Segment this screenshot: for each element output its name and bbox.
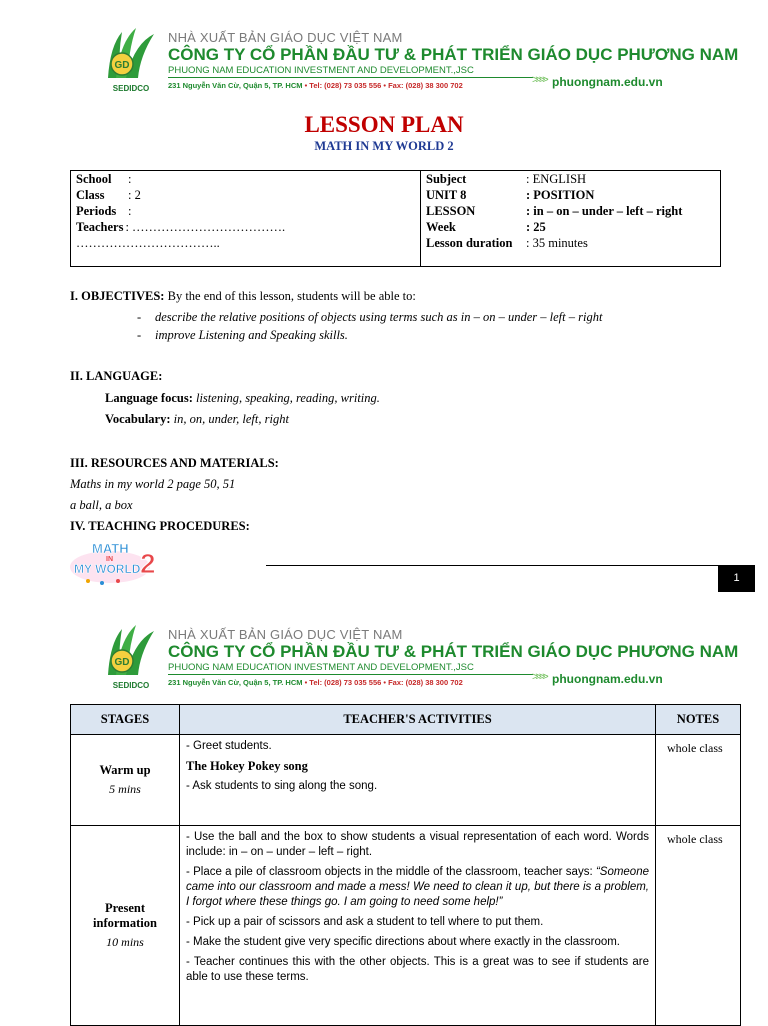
week-label: Week <box>426 220 456 234</box>
school-label: School <box>76 172 112 186</box>
svg-text:2: 2 <box>140 548 156 579</box>
objectives-intro: By the end of this lesson, students will be able to: <box>164 289 416 303</box>
objectives-heading: I. OBJECTIVES: <box>70 289 165 303</box>
activity-line: - Ask students to sing along the song. <box>186 780 378 792</box>
company-name-en: PHUONG NAM EDUCATION INVESTMENT AND DEVELOPMENT.,JSC <box>168 662 474 673</box>
teachers-label: Teachers <box>76 220 124 234</box>
duration-value: : 35 minutes <box>526 236 588 250</box>
logo-mark: GD <box>114 657 130 668</box>
song-title: The Hokey Pokey song <box>186 759 308 773</box>
class-label: Class <box>76 188 105 202</box>
company-name-en: PHUONG NAM EDUCATION INVESTMENT AND DEVELOPMENT.,JSC <box>168 65 474 76</box>
subject-label: Subject <box>426 172 467 186</box>
page-subtitle: MATH IN MY WORLD 2 <box>314 139 454 153</box>
stage-time: 5 mins <box>109 782 141 796</box>
header-divider <box>168 77 533 78</box>
activity-line: - Greet students. <box>186 740 272 752</box>
activity-line: - Place a pile of classroom objects in the middle of the classroom, teacher says: “Someone came into our classroom and made a mess! We need to clean it up, but there is a problem, I forgot where these things go. I am going to need some help!” <box>186 866 649 908</box>
activity-line: - Teacher continues this with the other objects. This is a great was to see if students are able to use these terms. <box>186 956 649 983</box>
vocabulary: Vocabulary: in, on, under, left, right <box>105 412 289 426</box>
activities-header: TEACHER'S ACTIVITIES <box>180 705 656 735</box>
header-divider <box>168 674 533 675</box>
publisher-name: NHÀ XUẤT BẢN GIÁO DỤC VIỆT NAM <box>168 627 403 642</box>
periods-label: Periods <box>76 204 117 218</box>
unit-value: : POSITION <box>526 188 595 202</box>
class-value: : 2 <box>128 188 141 202</box>
teachers-value: : ………………………………. <box>125 220 286 234</box>
svg-text:IN: IN <box>106 556 113 563</box>
arrows-icon: >>>> <box>532 74 546 86</box>
procedures-table <box>70 704 741 1026</box>
stage-name: Present <box>104 901 146 915</box>
stage-time: 10 mins <box>106 935 144 949</box>
lesson-value: : in – on – under – left – right <box>526 204 683 218</box>
activity-line: - Use the ball and the box to show students a visual representation of each word. Words include: in – on – under – left – right. <box>186 831 649 858</box>
resources-heading: III. RESOURCES AND MATERIALS: <box>70 456 279 470</box>
stages-header: STAGES <box>71 705 180 735</box>
lesson-label: LESSON <box>426 204 476 218</box>
teachers-value-2: …………………………….. <box>76 236 220 250</box>
publisher-name: NHÀ XUẤT BẢN GIÁO DỤC VIỆT NAM <box>168 30 403 45</box>
unit-label: UNIT 8 <box>426 188 467 202</box>
svg-text:MY WORLD: MY WORLD <box>74 562 141 576</box>
week-value: : 25 <box>526 220 546 234</box>
stage-cell <box>71 735 180 826</box>
language-focus: Language focus: listening, speaking, reading, writing. <box>105 391 380 405</box>
notes-header: NOTES <box>656 705 741 735</box>
company-address: 231 Nguyễn Văn Cừ, Quận 5, TP. HCM • Tel: (028) 73 035 556 • Fax: (028) 38 300 702 <box>168 81 463 90</box>
math-in-my-world-logo-icon <box>68 537 166 587</box>
lesson-info-table <box>70 170 721 267</box>
company-header <box>100 26 739 98</box>
page-number: 1 <box>718 565 755 592</box>
company-address: 231 Nguyễn Văn Cừ, Quận 5, TP. HCM • Tel: (028) 73 035 556 • Fax: (028) 38 300 702 <box>168 678 463 687</box>
activity-line: - Make the student give very specific directions about where exactly in the classroom. <box>186 936 621 948</box>
stage-name-2: information <box>93 916 157 930</box>
logo-mark: GD <box>114 60 130 71</box>
table-row <box>71 735 741 826</box>
stage-cell <box>71 826 180 1026</box>
resource-items: a ball, a box <box>70 498 133 512</box>
website: phuongnam.edu.vn <box>552 75 663 89</box>
language-heading: II. LANGUAGE: <box>70 369 163 383</box>
school-value: : <box>128 172 132 186</box>
page-title: LESSON PLAN <box>304 112 464 137</box>
company-header <box>100 623 739 695</box>
subject-value: : ENGLISH <box>526 172 587 186</box>
arrows-icon: >>>> <box>532 671 546 683</box>
notes-cell: whole class <box>656 826 741 1026</box>
info-right-cell <box>421 171 721 267</box>
objective-item: - describe the relative positions of objects using terms such as in – on – under – left – right <box>137 310 603 324</box>
duration-label: Lesson duration <box>426 236 513 250</box>
info-left-cell <box>71 171 421 267</box>
objectives-section <box>70 289 416 304</box>
periods-value: : <box>128 204 132 218</box>
resource-book: Maths in my world 2 page 50, 51 <box>70 477 236 491</box>
company-name: CÔNG TY CỔ PHẦN ĐẦU TƯ & PHÁT TRIỂN GIÁO DỤC PHƯƠNG NAM <box>168 45 739 64</box>
website: phuongnam.edu.vn <box>552 672 663 686</box>
svg-text:MATH: MATH <box>92 541 129 556</box>
logo-text: SEDIDCO <box>112 681 150 690</box>
activity-line: - Pick up a pair of scissors and ask a student to tell where to put them. <box>186 916 544 928</box>
company-name: CÔNG TY CỔ PHẦN ĐẦU TƯ & PHÁT TRIỂN GIÁO DỤC PHƯƠNG NAM <box>168 642 739 661</box>
activities-cell <box>180 826 656 1026</box>
activities-cell <box>180 735 656 826</box>
logo-text: SEDIDCO <box>112 84 150 93</box>
objective-item: - improve Listening and Speaking skills. <box>137 328 348 342</box>
footer-line <box>266 565 736 566</box>
procedures-heading: IV. TEACHING PROCEDURES: <box>70 519 250 533</box>
stage-name: Warm up <box>99 763 151 777</box>
table-row <box>71 826 741 1026</box>
notes-cell: whole class <box>656 735 741 826</box>
